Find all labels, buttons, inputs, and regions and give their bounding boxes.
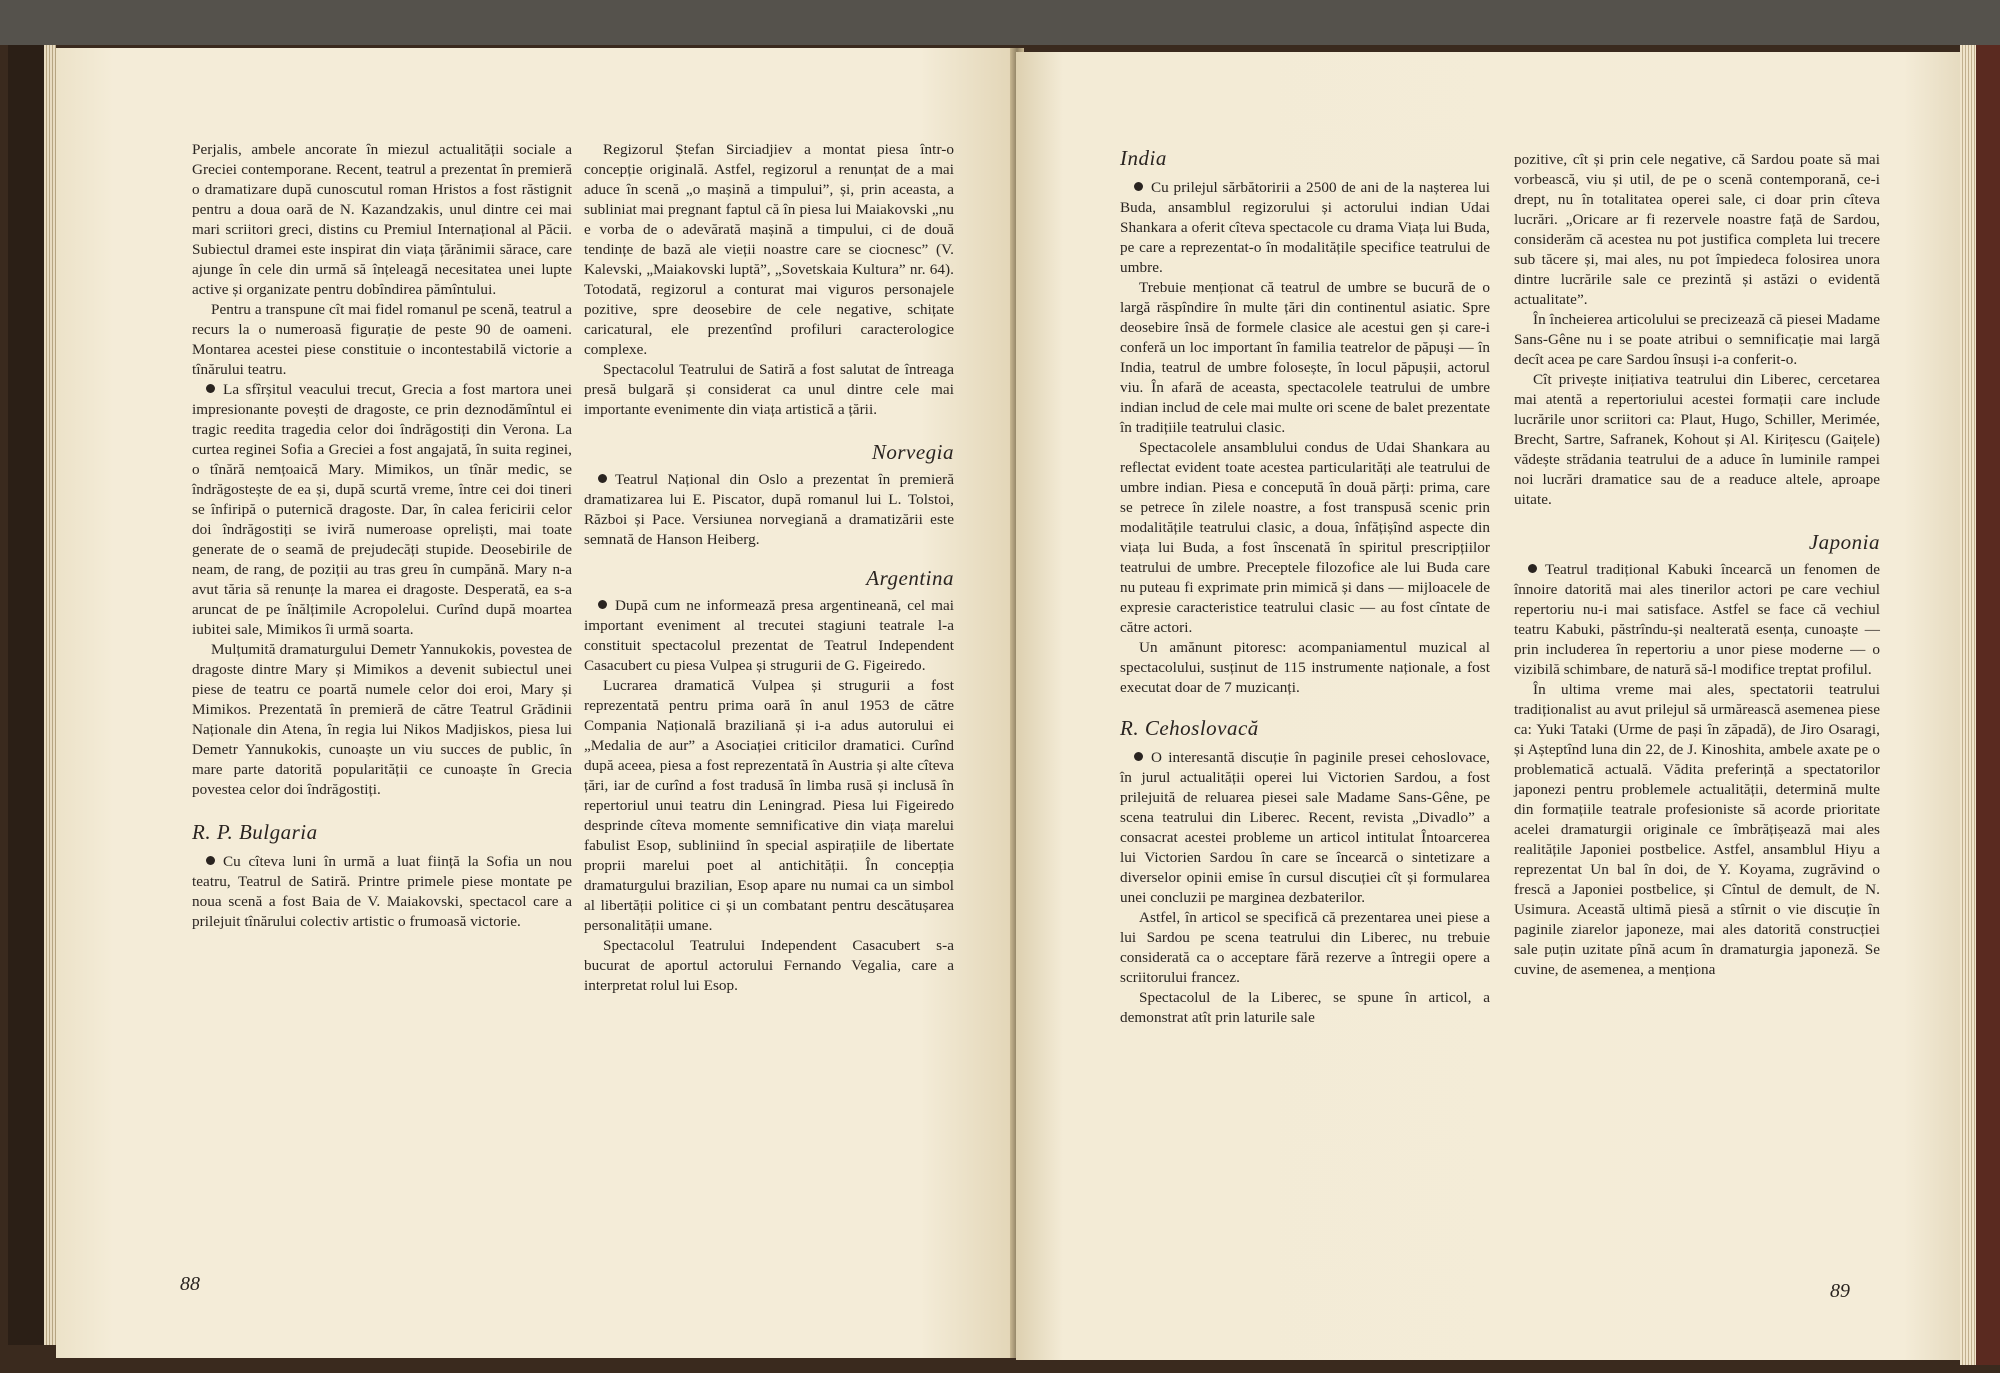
section-heading-norvegia: Norvegia: [871, 440, 954, 464]
paragraph: Astfel, în articol se specifică că prezentarea unei piese a lui Sardou pe scena teatrului din Liberec, nu trebuie considerată ca o acceptare fără rezerve a întregii opere a scriitorului francez.: [1120, 909, 1490, 986]
paragraph: Teatrul Național din Oslo a prezentat în premieră dramatizarea lui E. Piscator, după romanul lui L. Tolstoi, Război și Pace. Versiunea norvegiană a dramatizării este semnată de Hanson Heiberg.: [584, 471, 954, 548]
section-heading-argentina: Argentina: [866, 566, 954, 590]
right-page-column-2: [1514, 150, 1880, 980]
paragraph: Spectacolul Teatrului Independent Casacubert s-a bucurat de aportul actorului Fernando Vegalia, care a interpretat rolul lui Esop.: [584, 937, 954, 994]
paragraph: Lucrarea dramatică Vulpea și strugurii a fost reprezentată pentru prima oară în anul 1953 de către Compania Națională braziliană și i-a adus autorului ei „Medalia de aur” a Asociației criticilor dramatici. Curînd după aceea, piesa a fost reprezentată în Austria și alte cîteva țări, iar de curînd a fost tradusă în limba rusă și inclusă în repertoriul unui teatru din Leningrad. Piesa lui Figeiredo desprinde cîteva momente semnificative din viața marelui fabulist Esop, subliniind în special aspirațiile de libertate proprii marelui poet al antichității. În concepția dramaturgului brazilian, Esop apare nu numai ca un simbol al libertății politice ci și un combatant pentru descătușarea personalității umane.: [584, 677, 954, 934]
paragraph: Cu cîteva luni în urmă a luat ființă la Sofia un nou teatru, Teatrul de Satiră. Printre primele piese montate pe noua scenă a fost Baia de V. Maiakovski, spectacol care a prilejuit tînărului colectiv artistic o frumoasă victorie.: [192, 853, 572, 930]
paragraph: Mulțumită dramaturgului Demetr Yannukokis, povestea de dragoste dintre Mary și Mimikos a devenit subiectul unei piese de teatru ce poartă numele celor doi eroi, Mary și Mimikos. Prezentată în premieră de către Teatrul Grădinii Naționale din Atena, în regia lui Nikos Madjiskos, piesa lui Demetr Yannukokis, cunoaște un viu succes de public, în mare parte datorită popularității ce cunoaște în Grecia povestea celor doi îndrăgostiți.: [192, 641, 572, 798]
paragraph: Cît privește inițiativa teatrului din Liberec, cercetarea mai atentă a repertoriului acestei formații care include lucrările unor scriitori ca: Plaut, Hugo, Schiller, Merimée, Brecht, Sartre, Safranek, Kohout și Al. Kirițescu (Gaițele) vădește strădania teatrului de a aduce în luminile rampei noi lucrări dramatice sau de a readuce altele, aproape uitate.: [1514, 371, 1880, 508]
paragraph: O interesantă discuție în paginile presei cehoslovace, în jurul actualității operei lui Victorien Sardou, a fost prilejuită de reluarea piesei sale Madame Sans-Gêne, pe scena teatrului din Liberec. Recent, revista „Divadlo” a consacrat acestei probleme un articol intitulat Întoarcerea lui Victorien Sardou în care se încearcă o sintetizare a diverselor opinii emise în cursul discuției cît și formularea unei concluzii pe marginea dezbaterilor.: [1120, 749, 1490, 906]
bullet-icon: [1134, 182, 1143, 191]
paragraph: Spectacolele ansamblului condus de Udai Shankara au reflectat evident toate acestea particularități ale teatrului de umbre indian. Piesa e concepută în două părți: prima, care se petrece în zilele noastre, a fost transpusă scenic prin modalitățile teatrului clasic, a doua, înfățișînd aspecte din viața lui Buda, a fost înscenată în spiritul prescripțiilor teatrului de umbre. Preceptele filozofice ale lui Buda care nu puteau fi exprimate prin mimică și dans — mijloacele de expresie caracteristice teatrului clasic — au fost cîntate de către actori.: [1120, 439, 1490, 636]
right-page-column-1: [1120, 144, 1490, 1028]
bullet-icon: [206, 856, 215, 865]
paragraph: Spectacolul de la Liberec, se spune în articol, a demonstrat atît prin laturile sale: [1120, 989, 1490, 1026]
paragraph: În ultima vreme mai ales, spectatorii teatrului tradiționalist au avut prilejul să urmărească asemenea piese ca: Yuki Tataki (Urme de pași în zăpadă), de Jiro Osaragi, și Așteptînd luna din 22, de J. Kinoshita, ambele axate pe o problematică actuală. Vădita preferință a spectatorilor japonezi pentru problemele actualității, determină multe din formațiile teatrale profesioniste să acorde prioritate acelei dramaturgii originale ce îmbrățișează mai ales realitățile Japoniei postbelice. Astfel, ansamblul Hiyu a reprezentat Un bal în doi, de Y. Koyama, zugrăvind o frescă a Japoniei postbelice, și Cîntul de demult, de N. Usimura. Această ultimă piesă a stîrnit o vie discuție în paginile ziarelor japoneze, mai ales datorită construcției sale puțin uzitate pînă acum în dramaturgia japoneză. Se cuvine, de asemenea, a menționa: [1514, 681, 1880, 978]
paragraph: La sfîrșitul veacului trecut, Grecia a fost martora unei impresionante povești de dragoste, ce prin deznodămîntul ei tragic reedita tragedia celor doi îndrăgostiți din Verona. La curtea reginei Sofia a Greciei a fost angajată, în suita reginei, o tînără nemțoaică Mary. Mimikos, un tînăr medic, se îndrăgostește de ea și, după scurtă vreme, între cei doi tineri se înfiripă o puternică dragoste. Dar, în calea fericirii celor doi îndrăgostiți se iviră numeroase opreliști, mai toate generate de o seamă de prejudecăți stupide. Deosebirile de neam, de rang, de poziții au tras greu în cumpănă. Mary n-a avut tăria să renunțe la marea ei dragoste. Desperată, ea s-a aruncat de pe înălțimile Acropolelui. Curînd după moartea iubitei sale, Mimikos îi urmă soarta.: [192, 381, 572, 638]
scan-backdrop: [0, 0, 2000, 45]
paragraph: Trebuie menționat că teatrul de umbre se bucură de o largă răspîndire în multe țări din continentul asiatic. Spre deosebire însă de formele clasice ale acestui gen și care-i conferă un loc important în familia teatrelor de păpuși — în India, teatrul de umbre folosește, în locul păpușii, actorul viu. În afară de aceasta, spectacolele teatrului de umbre indian includ de cele mai multe ori scene de balet prezentate în tradițiile teatrului clasic.: [1120, 279, 1490, 436]
left-page-column-1: [192, 140, 572, 932]
book-edge-right: [1960, 45, 2000, 1365]
bullet-icon: [1134, 752, 1143, 761]
paragraph: Teatrul tradițional Kabuki încearcă un fenomen de înnoire datorită mai ales tinerilor actori pe care vechiul repertoriu nu-i mai satisface. Astfel se face că vechiul teatru Kabuki, păstrîndu-și nealterată esența, cunoaște — prin includerea în repertoriu a unor piese moderne — o vizibilă schimbare, de natură să-l modifice treptat profilul.: [1514, 561, 1880, 678]
page-number: 89: [1830, 1280, 1850, 1302]
left-page: [56, 48, 1016, 1358]
page-number: 88: [180, 1273, 200, 1295]
paragraph: După cum ne informează presa argentineană, cel mai important eveniment al trecutei stagiuni teatrale l-a constituit spectacolul prezentat de Teatrul Independent Casacubert cu piesa Vulpea și strugurii de G. Figeiredo.: [584, 597, 954, 674]
paragraph: În încheierea articolului se precizează că piesei Madame Sans-Gêne nu i se poate atribui o semnificație mai largă decît acea pe care Sardou însuși i-a conferit-o.: [1514, 311, 1880, 368]
page-stack-left: [44, 45, 56, 1345]
book-edge-left: [8, 45, 56, 1345]
section-heading-japonia: Japonia: [1808, 530, 1880, 554]
paragraph: Perjalis, ambele ancorate în miezul actualității sociale a Greciei contemporane. Recent, teatrul a prezentat în premieră o dramatizare după cunoscutul roman Hristos a fost răstignit pentru a doua oară de N. Kazandzakis, unul dintre cei mai mari scriitori greci, distins cu Premiul Internațional al Păcii. Subiectul dramei este inspirat din viața țărănimii sărace, care ajunge în cele din urmă să înțeleagă necesitatea unei lupte active și organizate pentru dobîndirea pămîntului.: [192, 141, 572, 298]
bullet-icon: [206, 384, 215, 393]
bullet-icon: [598, 600, 607, 609]
section-heading-india: India: [1120, 146, 1167, 170]
section-heading-bulgaria: R. P. Bulgaria: [192, 820, 318, 844]
paragraph: Pentru a transpune cît mai fidel romanul pe scenă, teatrul a recurs la o numeroasă figurație de peste 90 de oameni. Montarea acestei piese constituie o incontestabilă victorie a tînărului teatru.: [192, 301, 572, 378]
bullet-icon: [1528, 564, 1537, 573]
page-stack-right: [1960, 45, 1976, 1365]
paragraph: Cu prilejul sărbătoririi a 2500 de ani de la nașterea lui Buda, ansamblul regizorului și actorului indian Udai Shankara a oferit cîteva spectacole cu drama Viața lui Buda, pe care a reprezentat-o în modalitățile specifice teatrului de umbre.: [1120, 179, 1490, 276]
paragraph: Un amănunt pitoresc: acompaniamentul muzical al spectacolului, susținut de 115 instrumente naționale, a fost executat doar de 7 muzicanți.: [1120, 639, 1490, 696]
left-page-column-2: [584, 140, 954, 996]
bullet-icon: [598, 474, 607, 483]
section-heading-cehoslovacia: R. Cehoslovacă: [1120, 716, 1259, 740]
paragraph: pozitive, cît și prin cele negative, că Sardou poate să mai vorbească, viu și util, de pe o scenă contemporană, ce-i drept, nu în totalitatea operei sale, ci doar prin cîteva lucrări. „Oricare ar fi rezervele noastre față de Sardou, considerăm că acestea nu pot justifica completa lui trecere sub tăcere și, mai ales, nu pot împiedeca folosirea unora dintre lucrările sale ce prezintă și astăzi o evidentă actualitate”.: [1514, 151, 1880, 308]
paragraph: Spectacolul Teatrului de Satiră a fost salutat de întreaga presă bulgară și considerat ca unul dintre cele mai importante evenimente din viața artistică a țării.: [584, 361, 954, 418]
paragraph: Regizorul Ștefan Sirciadjiev a montat piesa într-o concepție originală. Astfel, regizorul a renunțat de a mai aduce în scenă „o mașină a timpului”, și, prin aceasta, a subliniat mai pregnant faptul că în piesa lui Maiakovski „nu e vorba de o adevărată mașină a timpului, ci de două tendințe de bază ale vieții noastre care se ciocnesc” (V. Kalevski, „Maiakovski luptă”, „Sovetskaia Kultura” nr. 64). Totodată, regizorul a conturat mai viguros personajele pozitive, spre deosebire de cele negative, schițate caricatural, ele prezentînd profiluri caracterologice complexe.: [584, 141, 954, 358]
right-page: [1016, 52, 1960, 1360]
